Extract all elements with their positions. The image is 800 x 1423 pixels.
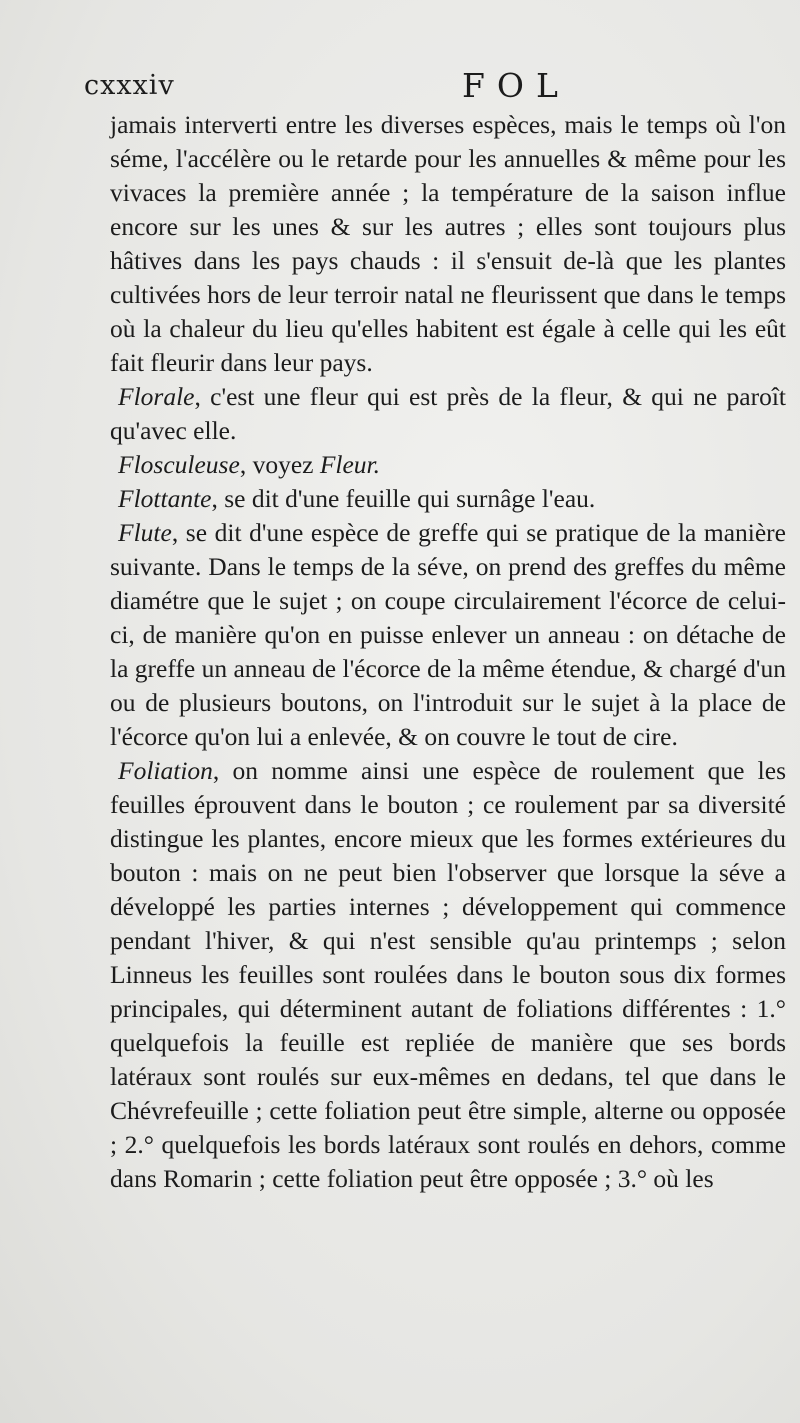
paragraph-text: jamais interverti entre les diverses espèces, mais le temps où l'on séme, l'accélère ou le retarde pour les annuelles & même pour les vivaces la première année ; la température de la saison influe encore sur les unes & sur les autres ; elles sont toujours plus hâtives dans les pays chauds : il s'ensuit de-là que les plantes cultivées hors de leur terroir natal ne fleurissent que dans le temps où la chaleur du lieu qu'elles habitent est égale à celle qui les eût fait fleurir dans leur pays.: [110, 110, 786, 377]
entry-text: , c'est une fleur qui est près de la fleur, & qui ne paroît qu'avec elle.: [110, 382, 786, 445]
entry-lemma: Foliation: [118, 756, 213, 785]
paragraph-continuation: [110, 108, 786, 380]
entry-text: , on nomme ainsi une espèce de roulement que les feuilles éprouvent dans le bouton ; ce roulement par sa diversité distingue les plantes, encore mieux que les formes extérieures du bouton : mais on ne peut bien l'observer que lorsque la séve a développé les parties internes ; développement qui commence pendant l'hiver, & qui n'est sensible qu'au printemps ; selon Linneus les feuilles sont roulées dans le bouton sous dix formes principales, qui déterminent autant de foliations différentes : 1.° quelquefois la feuille est repliée de manière que ses bords latéraux sont roulés sur eux-mêmes en dedans, tel que dans le Chévrefeuille ; cette foliation peut être simple, alterne ou opposée ; 2.° quelquefois les bords latéraux sont roulés en dehors, comme dans Romarin ; cette foliation peut être opposée ; 3.° où les: [110, 756, 786, 1193]
running-head: FOL: [462, 66, 570, 105]
entry-text: , se dit d'une espèce de greffe qui se pratique de la manière suivante. Dans le temps de la séve, on prend des greffes du même diamétre que le sujet ; on coupe circulairement l'écorce de celui-ci, de manière qu'on en puisse enlever un anneau : on détache de la greffe un anneau de l'écorce de la même étendue, & chargé d'un ou de plusieurs boutons, on l'introduit sur le sujet à la place de l'écorce qu'on lui a enlevée, & on couvre le tout de cire.: [110, 518, 786, 751]
page-number: cxxxiv: [84, 70, 175, 101]
entry-flosculeuse: [110, 448, 786, 482]
entry-florale: [110, 380, 786, 448]
entry-lemma: Flute: [118, 518, 172, 547]
entry-flute: [110, 516, 786, 754]
cross-reference: Fleur.: [319, 450, 381, 479]
entry-lemma: Florale: [118, 382, 195, 411]
entry-text: , voyez: [239, 450, 320, 479]
body-text: [110, 108, 786, 1196]
entry-lemma: Flottante: [118, 484, 212, 513]
page-header: [84, 66, 744, 110]
entry-lemma: Flosculeuse: [118, 450, 240, 479]
entry-text: , se dit d'une feuille qui surnâge l'eau.: [211, 484, 596, 513]
entry-flottante: [110, 482, 786, 516]
entry-foliation: [110, 754, 786, 1196]
